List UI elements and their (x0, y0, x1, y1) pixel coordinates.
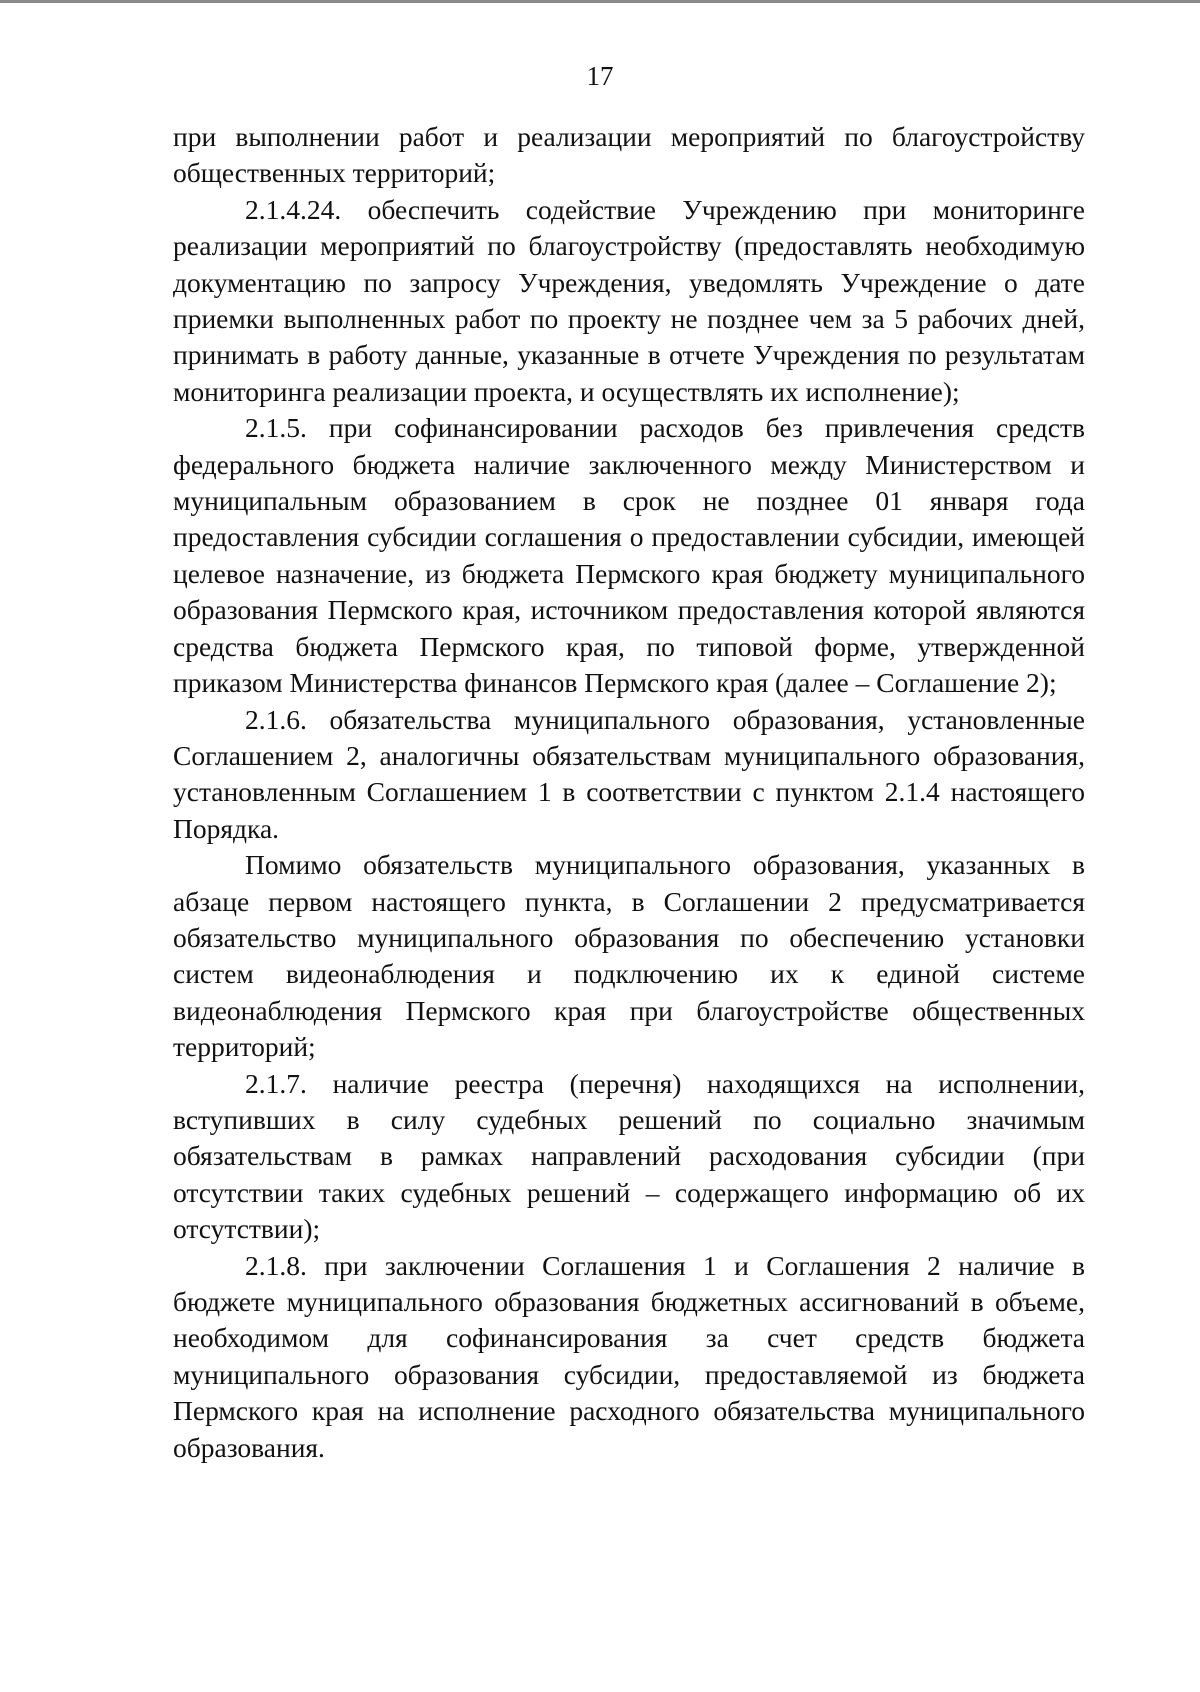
document-body (173, 119, 1085, 1466)
paragraph-2-1-7: 2.1.7. наличие реестра (перечня) находящихся на исполнении, вступивших в силу судебных решений по социально значимым обязательствам в рамках направлений расходования субсидии (при отсутствии таких судебных решений – содержащего информацию об их отсутствии); (173, 1067, 1085, 1245)
paragraph-2-1-8: 2.1.8. при заключении Соглашения 1 и Соглашения 2 наличие в бюджете муниципального образования бюджетных ассигнований в объеме, необходимом для софинансирования за счет средств бюджета муниципального образования субсидии, предоставляемой из бюджета Пермского края на исполнение расходного обязательства муниципального образования. (173, 1249, 1085, 1463)
page-number: 17 (586, 61, 614, 91)
paragraph-2-1-4-24: 2.1.4.24. обеспечить содействие Учреждению при мониторинге реализации мероприятий по благоустройству (предоставлять необходимую документацию по запросу Учреждения, уведомлять Учреждение о дате приемки выполненных работ по проекту не позднее чем за 5 рабочих дней, принимать в работу данные, указанные в отчете Учреждения по результатам мониторинга реализации проекта, и осуществлять их исполнение); (173, 193, 1085, 407)
paragraph-continuation: при выполнении работ и реализации мероприятий по благоустройству общественных территорий; (173, 121, 1085, 189)
paragraph-2-1-6: 2.1.6. обязательства муниципального образования, установленные Соглашением 2, аналогичны обязательствам муниципального образования, установленным Соглашением 1 в соответствии с пунктом 2.1.4 настоящего Порядка. (173, 703, 1085, 844)
paragraph-2-1-6-additional: Помимо обязательств муниципального образования, указанных в абзаце первом настоящего пункта, в Соглашении 2 предусматривается обязательство муниципального образования по обеспечению установки систем видеонаблюдения и подключению их к единой системе видеонаблюдения Пермского края при благоустройстве общественных территорий; (173, 849, 1085, 1063)
scan-border (0, 0, 1200, 3)
paragraph-2-1-5: 2.1.5. при софинансировании расходов без привлечения средств федерального бюджета наличие заключенного между Министерством и муниципальным образованием в срок не позднее 01 января года предоставления субсидии соглашения о предоставлении субсидии, имеющей целевое назначение, из бюджета Пермского края бюджету муниципального образования Пермского края, источником предоставления которой являются средства бюджета Пермского края, по типовой форме, утвержденной приказом Министерства финансов Пермского края (далее – Соглашение 2); (173, 412, 1085, 699)
